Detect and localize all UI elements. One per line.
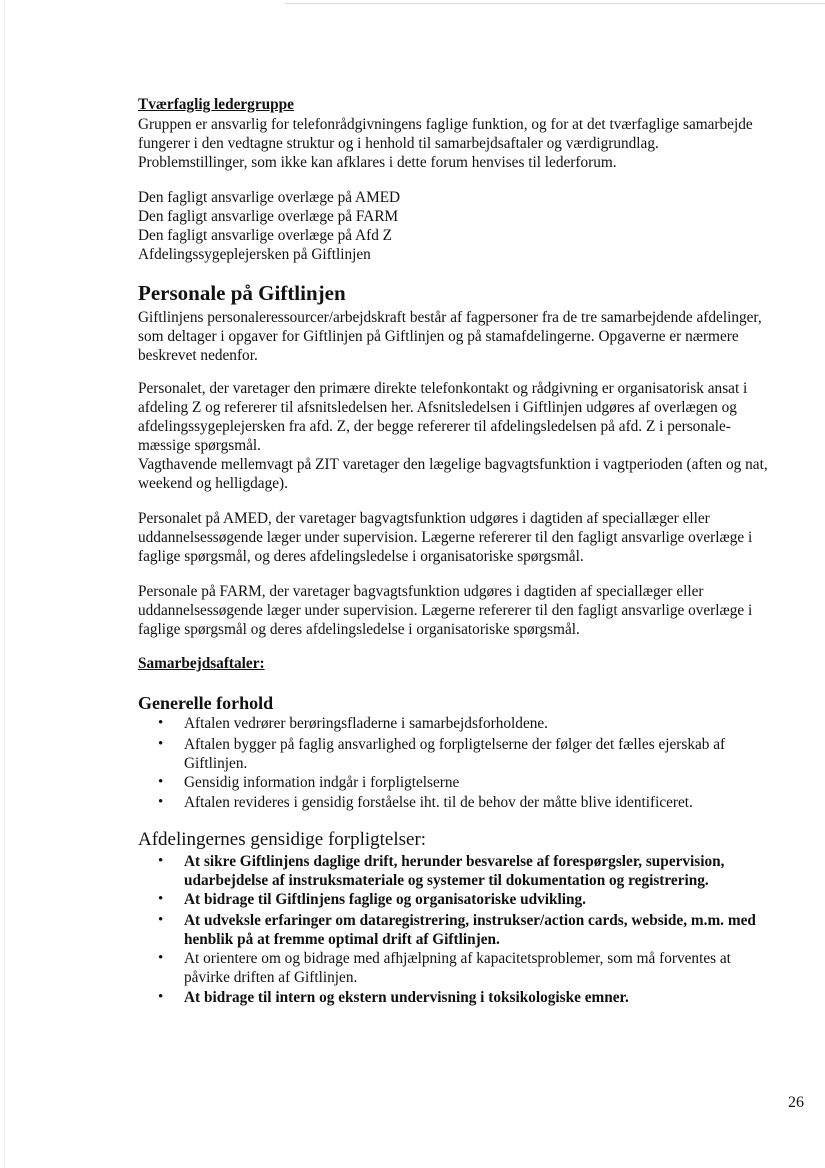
text-line: Problemstillinger, som ikke kan afklares i dette forum henvises til lederforum. (138, 154, 617, 171)
list-item-cont: påvirke driften af Giftlinjen. (184, 969, 358, 986)
bullet-icon: • (158, 794, 164, 810)
subheading: Generelle forhold (138, 693, 274, 713)
list-item: At udveksle erfaringer om dataregistrering, instrukser/action cards, webside, m.m. med (184, 912, 756, 929)
subheading: Afdelingernes gensidige forpligtelser: (138, 829, 427, 850)
member-line: Afdelingssygeplejersken på Giftlinjen (138, 246, 371, 263)
text-line: faglige spørgsmål, og deres afdelingsledelse i organisatoriske spørgsmål. (138, 548, 584, 565)
list-item: Aftalen vedrører berøringsfladerne i samarbejdsforholdene. (184, 715, 548, 732)
text-line: Personalet på AMED, der varetager bagvagtsfunktion udgøres i dagtiden af speciallæger eller (138, 510, 710, 527)
list-item: Aftalen revideres i gensidig forståelse iht. til de behov der måtte blive identificeret. (184, 794, 693, 811)
bullet-icon: • (158, 774, 164, 790)
bullet-icon: • (158, 853, 164, 869)
scan-edge-line (4, 0, 5, 1168)
bullet-icon: • (158, 736, 164, 752)
bullet-icon: • (158, 715, 164, 731)
text-line: Vagthavende mellemvagt på ZIT varetager den lægelige bagvagtsfunktion i vagtperioden (aften og nat, (138, 456, 768, 473)
text-line: fungerer i den vedtagne struktur og i henhold til samarbejdsaftaler og værdigrundlag. (138, 135, 659, 152)
text-line: afdelingssygeplejersken fra afd. Z, der begge refererer til afdelingsledelsen på afd. Z i personale- (138, 418, 731, 435)
text-line: uddannelsessøgende læger under supervision. Lægerne refererer til den fagligt ansvarlige overlæge i (138, 529, 753, 546)
text-line: faglige spørgsmål og deres afdelingsledelse i organisatoriske spørgsmål. (138, 621, 580, 638)
bullet-icon: • (158, 891, 164, 907)
list-item-cont: Giftlinjen. (184, 755, 248, 772)
list-item: Gensidig information indgår i forpligtelserne (184, 774, 460, 791)
section-heading: Tværfaglig ledergruppe (138, 96, 294, 113)
list-item-cont: udarbejdelse af instruksmateriale og systemer til dokumentation og registrering. (184, 872, 709, 889)
text-line: weekend og helligdage). (138, 475, 288, 492)
text-line: som deltager i opgaver for Giftlinjen på Giftlinjen og på stamafdelingerne. Opgaverne er nærmere (138, 328, 739, 345)
list-item-cont: henblik på at fremme optimal drift af Giftlinjen. (184, 931, 500, 948)
text-line: Giftlinjens personaleressourcer/arbejdskraft består af fagpersoner fra de tre samarbejdende afdelinger, (138, 309, 762, 326)
text-line: mæssige spørgsmål. (138, 437, 261, 454)
member-line: Den fagligt ansvarlige overlæge på AMED (138, 189, 401, 206)
text-line: Personale på FARM, der varetager bagvagtsfunktion udgøres i dagtiden af speciallæger eller (138, 583, 704, 600)
list-item: At orientere om og bidrage med afhjælpning af kapacitetsproblemer, som må forventes at (184, 950, 731, 967)
list-item: At bidrage til Giftlinjens faglige og organisatoriske udvikling. (184, 891, 586, 908)
text-line: uddannelsessøgende læger under supervision. Lægerne refererer til den fagligt ansvarlige overlæge i (138, 602, 753, 619)
section-title: Personale på Giftlinjen (138, 281, 346, 305)
text-line: afdeling Z og refererer til afsnitsledelsen her. Afsnitsledelsen i Giftlinjen udgøres af overlægen og (138, 399, 737, 416)
member-line: Den fagligt ansvarlige overlæge på FARM (138, 208, 399, 225)
text-line: Personalet, der varetager den primære direkte telefonkontakt og rådgivning er organisatorisk ansat i (138, 380, 748, 397)
page-number: 26 (788, 1094, 804, 1111)
list-item: Aftalen bygger på faglig ansvarlighed og forpligtelserne der følger det fælles ejerskab af (184, 736, 726, 753)
bullet-icon: • (158, 989, 164, 1005)
bullet-icon: • (158, 912, 164, 928)
text-line: Gruppen er ansvarlig for telefonrådgivningens faglige funktion, og for at det tværfaglige samarbejde (138, 116, 753, 133)
text-line: beskrevet nedenfor. (138, 347, 258, 364)
list-item: At sikre Giftlinjens daglige drift, herunder besvarelse af forespørgsler, supervision, (184, 853, 725, 870)
scan-edge-line (285, 3, 825, 4)
list-item: At bidrage til intern og ekstern undervisning i toksikologiske emner. (184, 989, 629, 1006)
member-line: Den fagligt ansvarlige overlæge på Afd Z (138, 227, 393, 244)
section-heading: Samarbejdsaftaler: (138, 655, 265, 672)
bullet-icon: • (158, 950, 164, 966)
